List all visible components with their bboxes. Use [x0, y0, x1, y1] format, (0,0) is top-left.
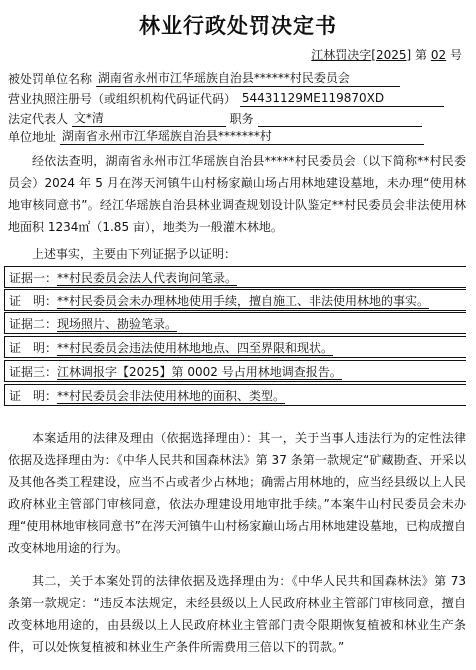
evidence-row — [4, 360, 466, 382]
evidence-label: 证据一： — [9, 271, 58, 285]
field-unit-name — [8, 70, 400, 86]
doc-number-prefix: 江林罚决字 — [311, 48, 372, 62]
doc-number-num: 02 — [430, 48, 447, 62]
evidence-row — [4, 336, 466, 358]
evidence-value: **村民委员会未办理林地使用手续，擅自施工、非法使用林地的事实。 — [57, 294, 430, 308]
field-representative — [8, 110, 422, 126]
representative-value: 文*清 — [72, 110, 226, 127]
evidence-row — [4, 384, 466, 406]
document-title: 林业行政处罚决定书 — [139, 14, 337, 38]
doc-number-year: [2025] — [371, 48, 412, 62]
law-basis-paragraph: 本案适用的法律及理由（依据选择理由）：其一，关于当事人违法行为的定性法律依据及选择理由为：《中华人民共和国森林法》第 37 条第一款规定“矿藏勘查、开采以及其他各类工程建设，应当不占或者少占林地；确需占用林地的，应当经县级以上人民政府林业主管部门审核同意，依法办理建设用地审批手续。”本案牛山村民委员会未办理“使用林地审核同意书”在涔天河镇牛山村杨家巅山场占用林地建设墓地，已构成擅自改变林地用途的行为。 — [8, 431, 466, 555]
evidence-intro: 上述事实，主要由下列证据予以证明： — [32, 247, 237, 261]
evidence-label: 证 明： — [9, 294, 58, 308]
position-value — [258, 126, 422, 127]
license-value: 54431129ME119870XD — [240, 90, 444, 107]
unit-name-value: 湖南省永州市江华瑶族自治县******村民委员会 — [96, 70, 400, 87]
doc-number-mid: 第 — [415, 48, 428, 62]
address-label: 单位地址 — [8, 130, 57, 144]
evidence-value: 现场照片、勘验笔录。 — [57, 317, 178, 331]
representative-label: 法定代表人 — [8, 112, 69, 126]
position-label: 职务 — [229, 112, 254, 126]
evidence-row — [4, 289, 466, 311]
facts-paragraph: 经依法查明，湖南省永州市江华瑶族自治县*****村民委员会（以下简称**村民委员会）2024 年 5 月在涔天河镇牛山村杨家巅山场占用林地建设墓地，未办理“使用林地审核同意书”。经江华瑶族自治县林业调查规划设计队鉴定**村民委员会非法使用林地面积 1234㎡（1.85 亩），地类为一般灌木林地。 — [8, 154, 466, 234]
evidence-row — [4, 266, 466, 288]
penalty-basis-paragraph: 其二，关于本案处罚的法律依据及选择理由为：《中华人民共和国森林法》第 73 条第一款规定：“违反本法规定，未经县级以上人民政府林业主管部门审核同意，擅自改变林地用途的，由县级以上人民政府林业主管部门责令限期恢复植被和林业生产条件，可以处恢复植被和林业生产条件所需费用三倍以下的罚款。” — [8, 574, 466, 654]
evidence-value: **村民委员会非法使用林地的面积、类型。 — [57, 389, 286, 403]
evidence-value: **村民委员会违法使用林地地点、四至界限和现状。 — [57, 341, 334, 355]
doc-number-suffix: 号 — [449, 48, 462, 62]
unit-name-label: 被处罚单位名称 — [8, 72, 93, 86]
evidence-value: **村民委员会法人代表询问笔录。 — [57, 271, 238, 285]
address-value: 湖南省永州市江华瑶族自治县*******村 — [60, 128, 424, 145]
license-label: 营业执照注册号（或组织机构代码证代码） — [8, 92, 237, 106]
evidence-label: 证据二： — [9, 317, 58, 331]
evidence-row — [4, 312, 466, 334]
evidence-label: 证 明： — [9, 341, 58, 355]
evidence-label: 证据三： — [9, 365, 58, 379]
field-license — [8, 90, 444, 106]
evidence-label: 证 明： — [9, 389, 58, 403]
document-number — [311, 46, 462, 63]
field-address — [8, 128, 424, 144]
evidence-value: 江林调报字【2025】第 0002 号占用林地调查报告。 — [57, 365, 342, 379]
